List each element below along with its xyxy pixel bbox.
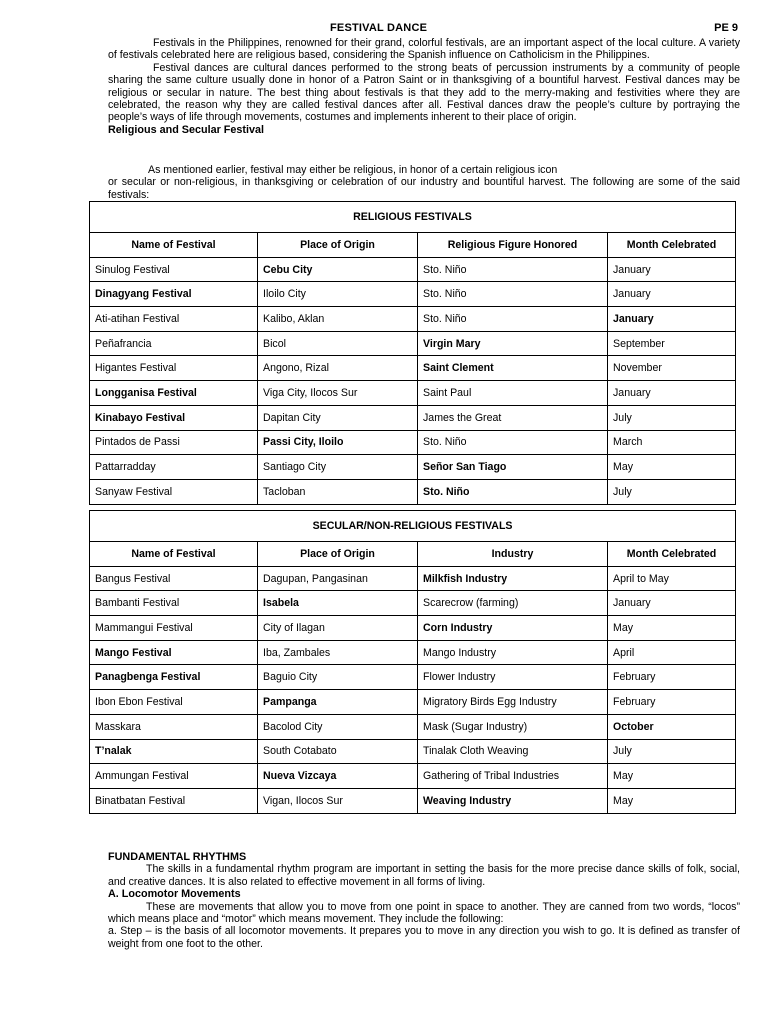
table-cell: Iba, Zambales bbox=[258, 640, 418, 665]
table-header-row bbox=[90, 233, 736, 258]
table-row bbox=[90, 640, 736, 665]
table-cell: January bbox=[608, 257, 736, 282]
table-caption-row bbox=[90, 202, 736, 233]
table-cell: Flower Industry bbox=[418, 665, 608, 690]
table-cell: May bbox=[608, 616, 736, 641]
table-row bbox=[90, 331, 736, 356]
table-cell: Isabela bbox=[258, 591, 418, 616]
table-cell: T’nalak bbox=[90, 739, 258, 764]
table-row bbox=[90, 616, 736, 641]
table-cell: City of Ilagan bbox=[258, 616, 418, 641]
table-cell: Pintados de Passi bbox=[90, 430, 258, 455]
table-cell: Señor San Tiago bbox=[418, 455, 608, 480]
column-header: Name of Festival bbox=[90, 233, 258, 258]
locomotor-subheading: A. Locomotor Movements bbox=[108, 888, 241, 901]
table-cell: Pampanga bbox=[258, 690, 418, 715]
intro-paragraph-3b: or secular or non-religious, in thanksgiving or celebration of our industry and bountiful harvest. The following are some of the said festivals: bbox=[108, 176, 740, 201]
table-caption: RELIGIOUS FESTIVALS bbox=[90, 202, 736, 233]
table-cell: Ammungan Festival bbox=[90, 764, 258, 789]
table-cell: Dagupan, Pangasinan bbox=[258, 566, 418, 591]
intro-paragraph-3 bbox=[108, 164, 740, 201]
table-cell: Nueva Vizcaya bbox=[258, 764, 418, 789]
page-header bbox=[0, 22, 768, 38]
table-cell: Sto. Niño bbox=[418, 282, 608, 307]
table-cell: Sto. Niño bbox=[418, 430, 608, 455]
table-cell: Bicol bbox=[258, 331, 418, 356]
table-cell: March bbox=[608, 430, 736, 455]
table-row bbox=[90, 788, 736, 813]
intro-paragraph-2: Festival dances are cultural dances performed to the strong beats of percussion instruments by a community of people sharing the same culture usually done in honor of a Patron Saint or in thanksgiving of a bountiful harvest. Festival dances may be religious or secular in nature. The best thing about festivals is that they add to the merry-making and festivities where they are celebrated, the reason why they are called festival dances after all. Festival dances draw the people’s culture by portraying the people’s ways of life through movements, costumes and implements inherent to their place of origin. bbox=[108, 61, 740, 124]
table-cell: Baguio City bbox=[258, 665, 418, 690]
table-cell: Panagbenga Festival bbox=[90, 665, 258, 690]
intro-paragraph-3a: As mentioned earlier, festival may either be religious, in honor of a certain religious icon bbox=[148, 164, 558, 176]
table-cell: Ibon Ebon Festival bbox=[90, 690, 258, 715]
table-cell: Vigan, Ilocos Sur bbox=[258, 788, 418, 813]
table-cell: October bbox=[608, 714, 736, 739]
table-cell: September bbox=[608, 331, 736, 356]
table-cell: February bbox=[608, 690, 736, 715]
column-header: Month Celebrated bbox=[608, 233, 736, 258]
table-cell: Sto. Niño bbox=[418, 307, 608, 332]
rhythms-paragraph-3: a. Step – is the basis of all locomotor movements. It prepares you to move in any direction you wish to go. It is defined as transfer of weight from one foot to the other. bbox=[108, 925, 740, 950]
table-row bbox=[90, 405, 736, 430]
table-cell: Higantes Festival bbox=[90, 356, 258, 381]
table-cell: Longganisa Festival bbox=[90, 381, 258, 406]
table-row bbox=[90, 307, 736, 332]
table-cell: South Cotabato bbox=[258, 739, 418, 764]
table-row bbox=[90, 739, 736, 764]
secular-festivals-table bbox=[89, 510, 736, 814]
intro-paragraph-1: Festivals in the Philippines, renowned for their grand, colorful festivals, are an important aspect of the local culture. A variety of festivals celebrated here are religious based, considering the Spanish influence on Catholicism in the Philippines. bbox=[108, 37, 740, 62]
rhythms-paragraph-2: These are movements that allow you to move from one point in space to another. They are canned from two words, “locos” which means place and “motor” which means movement. They include the following: bbox=[108, 900, 740, 926]
table-cell: May bbox=[608, 764, 736, 789]
table-cell: Bangus Festival bbox=[90, 566, 258, 591]
table-cell: April to May bbox=[608, 566, 736, 591]
table-cell: Ati-atihan Festival bbox=[90, 307, 258, 332]
table-cell: Dapitan City bbox=[258, 405, 418, 430]
table-cell: Mask (Sugar Industry) bbox=[418, 714, 608, 739]
table-cell: Corn Industry bbox=[418, 616, 608, 641]
table-cell: Weaving Industry bbox=[418, 788, 608, 813]
column-header: Religious Figure Honored bbox=[418, 233, 608, 258]
table-row bbox=[90, 381, 736, 406]
table-cell: Migratory Birds Egg Industry bbox=[418, 690, 608, 715]
table-cell: Scarecrow (farming) bbox=[418, 591, 608, 616]
table-cell: Peñafrancia bbox=[90, 331, 258, 356]
table-cell: July bbox=[608, 479, 736, 504]
table-cell: Iloilo City bbox=[258, 282, 418, 307]
table-cell: Mammangui Festival bbox=[90, 616, 258, 641]
table-cell: May bbox=[608, 455, 736, 480]
table-cell: July bbox=[608, 739, 736, 764]
table-cell: Sto. Niño bbox=[418, 257, 608, 282]
table-header-row bbox=[90, 542, 736, 567]
column-header: Place of Origin bbox=[258, 542, 418, 567]
subject-code: PE 9 bbox=[714, 22, 738, 34]
table-cell: January bbox=[608, 282, 736, 307]
section-subheading: Religious and Secular Festival bbox=[108, 123, 265, 136]
table-cell: Tacloban bbox=[258, 479, 418, 504]
table-row bbox=[90, 690, 736, 715]
table-cell: Viga City, Ilocos Sur bbox=[258, 381, 418, 406]
table-cell: Saint Paul bbox=[418, 381, 608, 406]
table-cell: Milkfish Industry bbox=[418, 566, 608, 591]
religious-festivals-table bbox=[89, 201, 736, 505]
table-cell: February bbox=[608, 665, 736, 690]
table-row bbox=[90, 356, 736, 381]
column-header: Name of Festival bbox=[90, 542, 258, 567]
table-cell: May bbox=[608, 788, 736, 813]
table-row bbox=[90, 479, 736, 504]
table-cell: January bbox=[608, 307, 736, 332]
table-cell: Kalibo, Aklan bbox=[258, 307, 418, 332]
table-cell: January bbox=[608, 381, 736, 406]
table-cell: July bbox=[608, 405, 736, 430]
table-row bbox=[90, 257, 736, 282]
table-row bbox=[90, 714, 736, 739]
table-cell: Gathering of Tribal Industries bbox=[418, 764, 608, 789]
table-cell: Cebu City bbox=[258, 257, 418, 282]
table-cell: Bacolod City bbox=[258, 714, 418, 739]
table-cell: Angono, Rizal bbox=[258, 356, 418, 381]
section-heading: FUNDAMENTAL RHYTHMS bbox=[108, 851, 247, 863]
table-row bbox=[90, 764, 736, 789]
table-cell: Passi City, Iloilo bbox=[258, 430, 418, 455]
table-cell: November bbox=[608, 356, 736, 381]
table-cell: Binatbatan Festival bbox=[90, 788, 258, 813]
table-cell: Mango Industry bbox=[418, 640, 608, 665]
fundamental-rhythms-section bbox=[108, 851, 740, 950]
column-header: Place of Origin bbox=[258, 233, 418, 258]
table-cell: Masskara bbox=[90, 714, 258, 739]
table-row bbox=[90, 455, 736, 480]
table-cell: Sinulog Festival bbox=[90, 257, 258, 282]
table-row bbox=[90, 591, 736, 616]
table-cell: Saint Clement bbox=[418, 356, 608, 381]
table-cell: Mango Festival bbox=[90, 640, 258, 665]
intro-section bbox=[108, 37, 740, 136]
table-cell: Pattarradday bbox=[90, 455, 258, 480]
rhythms-paragraph-1: The skills in a fundamental rhythm program are important in setting the basis for the more precise dance skills of folk, social, and creative dances. It is also related to effective movement in all forms of living. bbox=[108, 863, 740, 888]
table-row bbox=[90, 566, 736, 591]
table-cell: January bbox=[608, 591, 736, 616]
page-title: FESTIVAL DANCE bbox=[330, 22, 428, 34]
table-cell: Sanyaw Festival bbox=[90, 479, 258, 504]
table-cell: Dinagyang Festival bbox=[90, 282, 258, 307]
table-cell: Tinalak Cloth Weaving bbox=[418, 739, 608, 764]
table-row bbox=[90, 282, 736, 307]
table-row bbox=[90, 665, 736, 690]
table-cell: Sto. Niño bbox=[418, 479, 608, 504]
table-cell: Bambanti Festival bbox=[90, 591, 258, 616]
table-cell: Virgin Mary bbox=[418, 331, 608, 356]
table-row bbox=[90, 430, 736, 455]
table-caption-row bbox=[90, 511, 736, 542]
table-cell: James the Great bbox=[418, 405, 608, 430]
column-header: Industry bbox=[418, 542, 608, 567]
table-cell: April bbox=[608, 640, 736, 665]
table-cell: Kinabayo Festival bbox=[90, 405, 258, 430]
table-caption: SECULAR/NON-RELIGIOUS FESTIVALS bbox=[90, 511, 736, 542]
table-cell: Santiago City bbox=[258, 455, 418, 480]
column-header: Month Celebrated bbox=[608, 542, 736, 567]
